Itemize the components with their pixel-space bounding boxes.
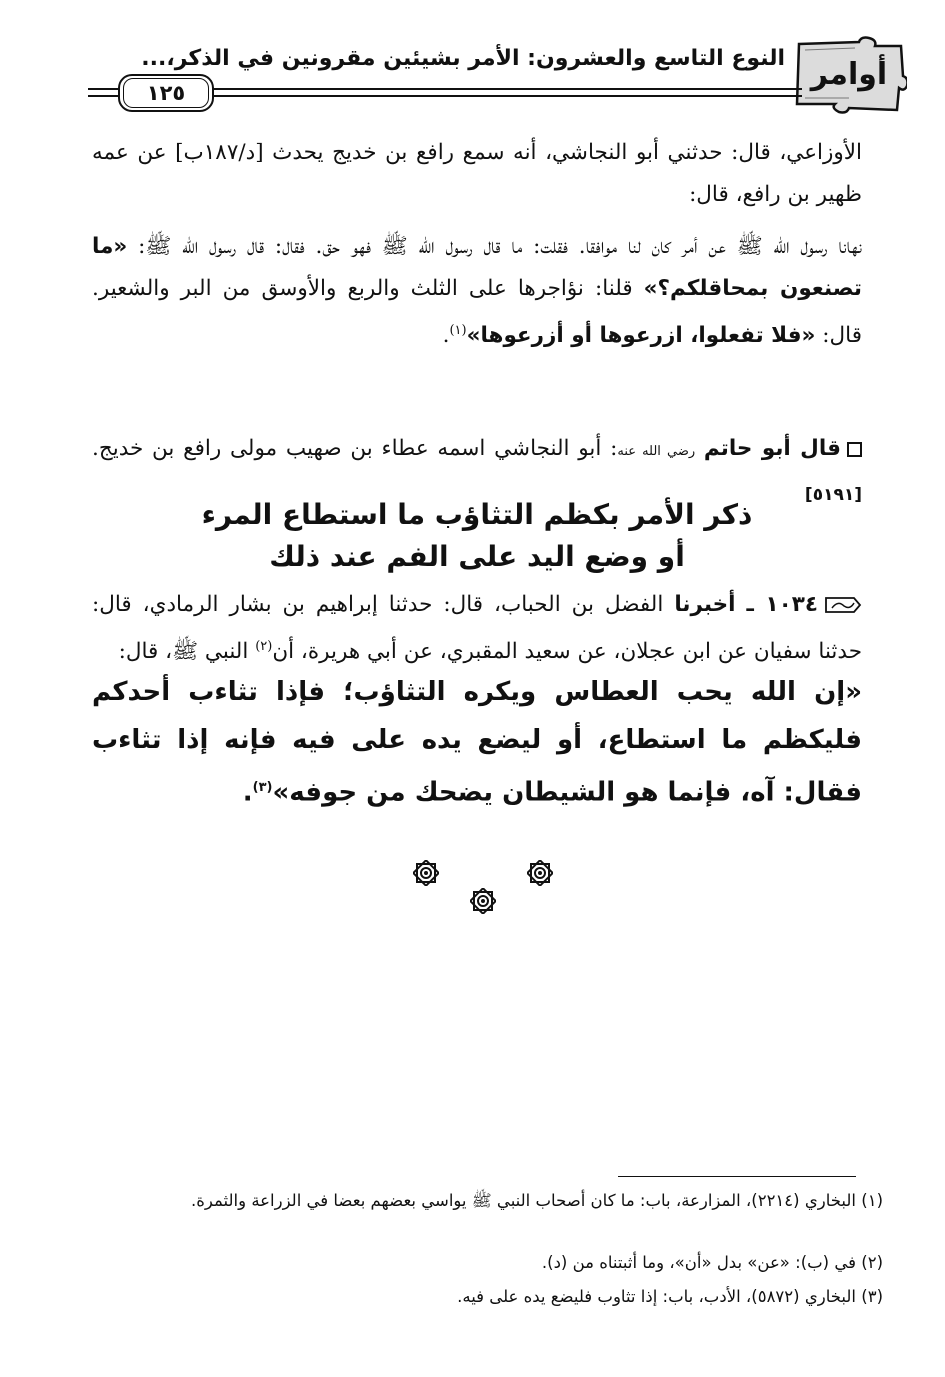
paragraph-hadith-1 xyxy=(92,226,862,357)
period: . xyxy=(442,323,450,349)
header-rule-right xyxy=(212,88,802,90)
header-rule-right-2 xyxy=(212,95,802,97)
logo-text: أوامر xyxy=(810,57,888,92)
text: النبي ﷺ، قال: xyxy=(118,639,249,665)
footnote-separator xyxy=(618,1176,856,1177)
hadith-marker-icon xyxy=(824,594,862,616)
page-number: ١٢٥ xyxy=(123,78,209,108)
footnote-number: (٢) xyxy=(861,1253,883,1272)
running-title: النوع التاسع والعشرون: الأمر بشيئين مقرونين في الذكر،... xyxy=(141,46,785,71)
period: . xyxy=(242,777,253,808)
abu-hatim-label: قال أبو حاتم xyxy=(703,436,841,461)
header-rule-left xyxy=(88,88,118,90)
honorific: رضي الله عنه xyxy=(617,444,696,459)
square-bullet-icon xyxy=(847,442,862,457)
hadith-quote: «إن الله يحب العطاس ويكره التثاؤب؛ فإذا تثاءب أحدكم فليكظم ما استطاع، أو ليضع يده على فيه فإنه إذا تثاءب فقال: آه، فإنما هو الشيطان يضحك من جوفه» xyxy=(92,677,862,808)
rosette-ornament-icon xyxy=(470,888,496,914)
chapter-heading-line-1: ذكر الأمر بكظم التثاؤب ما استطاع المرء xyxy=(201,498,753,531)
footnote-number: (١) xyxy=(861,1191,883,1210)
footnote-3 xyxy=(93,1282,883,1312)
footnote-2 xyxy=(93,1248,883,1278)
header-rule-left-2 xyxy=(88,95,118,97)
page-number-box xyxy=(118,74,214,112)
akhbarana: أخبرنا xyxy=(674,592,736,617)
quote-bold: «ما تصنعون بمحاقلكم؟» xyxy=(92,234,862,301)
awamir-logo xyxy=(789,36,907,114)
footnote-text: البخاري (٢٢١٤)، المزارعة، باب: ما كان أصحاب النبي ﷺ يواسي بعضهم بعضا في الزراعة والثمرة. xyxy=(190,1191,856,1210)
footnote-text: في (ب): «عن» بدل «أن»، وما أثبتناه من (د). xyxy=(541,1253,856,1272)
footnote-1 xyxy=(93,1186,883,1216)
text: نؤاجرها على الثلث والربع والأوسق من البر والشعير. قال: xyxy=(92,276,862,349)
footnote-marker: (٢) xyxy=(255,639,273,654)
text: نهانا رسول الله ﷺ عن أمر كان لنا موافقا. فقلت: ما قال رسول الله ﷺ فهو حق. فقال: قال رسول الله ﷺ: xyxy=(138,234,862,259)
quote-bold: «فلا تفعلوا، ازرعوها أو أزرعوها» xyxy=(466,323,816,349)
text: الفضل بن الحباب، قال: حدثنا إبراهيم بن بشار الرمادي، قال: حدثنا سفيان عن ابن عجلان، عن سعيد المقبري، عن أبي هريرة، أن xyxy=(92,592,862,665)
paragraph-isnad-1034 xyxy=(92,584,862,673)
footnote-text: البخاري (٥٨٧٢)، الأدب، باب: إذا تثاوب فليضع يده على فيه. xyxy=(457,1287,856,1306)
text: : أبو النجاشي اسمه عطاء بن صهيب مولى رافع بن خديج. xyxy=(92,436,618,461)
text: قلنا: xyxy=(594,276,633,301)
rosette-ornament-icon xyxy=(413,860,439,886)
footnote-marker: (١) xyxy=(449,323,467,338)
hadith-reference: [٥١٩١] xyxy=(804,485,862,505)
footnote-number: (٣) xyxy=(861,1287,883,1306)
rosette-ornament-icon xyxy=(527,860,553,886)
footnote-marker: (٣) xyxy=(252,780,273,795)
paragraph-isnad: الأوزاعي، قال: حدثني أبو النجاشي، أنه سمع رافع بن خديج يحدث [د/١٨٧ب] عن عمه ظهير بن رافع، قال: xyxy=(92,140,862,207)
hadith-number: ١٠٣٤ ـ xyxy=(746,592,819,617)
chapter-heading-line-2: أو وضع اليد على الفم عند ذلك xyxy=(269,540,685,573)
hadith-text-1034 xyxy=(92,668,862,817)
